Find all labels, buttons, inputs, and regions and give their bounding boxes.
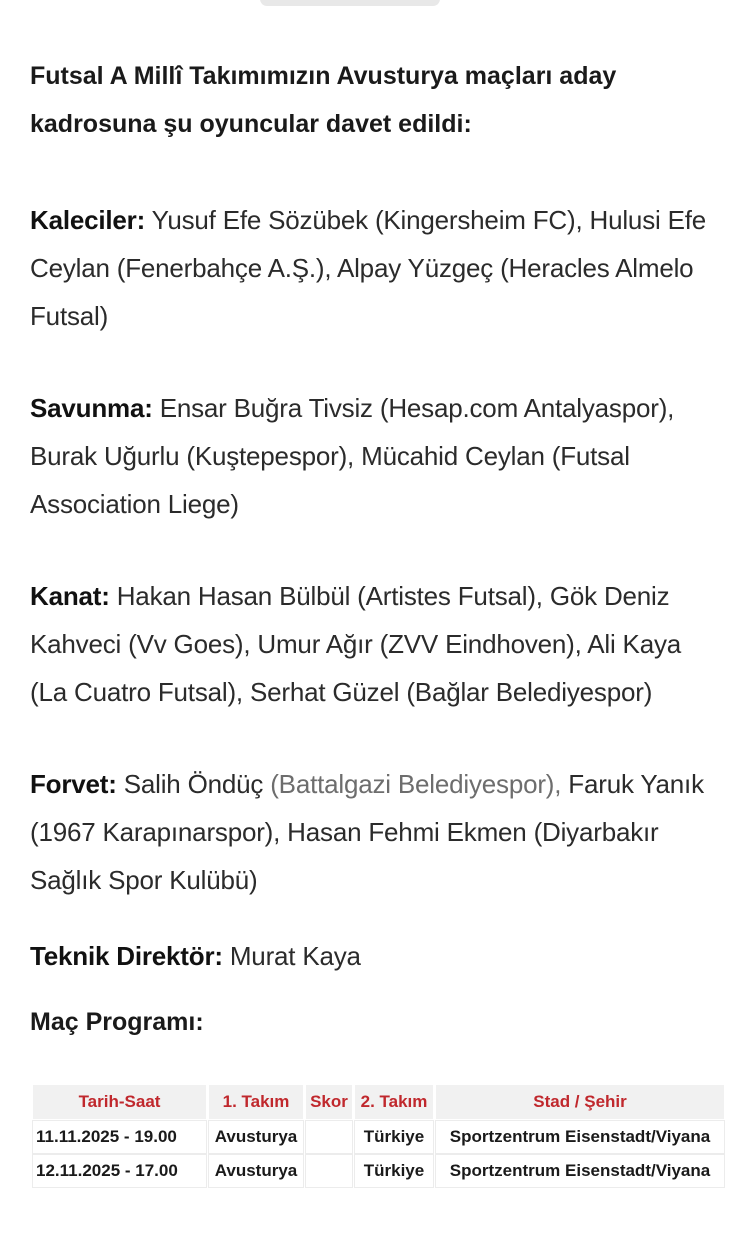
header-takim-2: 2. Takım (355, 1085, 433, 1119)
article-body (30, 52, 720, 1036)
cell-skor (306, 1155, 352, 1187)
section-forvet (30, 760, 720, 904)
cell-tarih: 11.11.2025 - 19.00 (33, 1121, 206, 1153)
label-teknik-direktor: Teknik Direktör: (30, 941, 223, 971)
text-savunma: Ensar Buğra Tivsiz (Hesap.com Antalyaspor), Burak Uğurlu (Kuştepespor), Mücahid Ceylan (Futsal Association Liege) (30, 393, 675, 519)
header-takim-1: 1. Takım (209, 1085, 303, 1119)
section-teknik-direktor (30, 932, 361, 980)
cell-takim-1: Avusturya (209, 1155, 303, 1187)
link-battalgazi[interactable]: (Battalgazi Belediyespor), (270, 769, 562, 799)
intro-heading: Futsal A Millî Takımımızın Avusturya maçları aday kadrosuna şu oyuncular davet edildi: (30, 62, 617, 138)
cropped-previous-text (0, 0, 750, 12)
program-title: Maç Programı: (30, 1008, 204, 1036)
table-header-row (33, 1085, 724, 1119)
table-row (33, 1121, 724, 1153)
cell-takim-1: Avusturya (209, 1121, 303, 1153)
text-kaleciler: Yusuf Efe Sözübek (Kingersheim FC), Hulusi Efe Ceylan (Fenerbahçe A.Ş.), Alpay Yüzgeç (Heracles Almelo Futsal) (30, 205, 707, 331)
label-savunma: Savunma: (30, 393, 153, 423)
section-kaleciler (30, 196, 720, 340)
text-kanat: Hakan Hasan Bülbül (Artistes Futsal), Gök Deniz Kahveci (Vv Goes), Umur Ağır (ZVV Eindhoven), Ali Kaya (La Cuatro Futsal), Serhat Güzel (Bağlar Belediyespor) (30, 581, 682, 707)
cell-takim-2: Türkiye (355, 1155, 433, 1187)
cell-stad: Sportzentrum Eisenstadt/Viyana (436, 1121, 724, 1153)
header-stad-sehir: Stad / Şehir (436, 1085, 724, 1119)
table-row (33, 1155, 724, 1187)
label-kaleciler: Kaleciler: (30, 205, 146, 235)
text-teknik-direktor: Murat Kaya (222, 941, 361, 971)
cell-stad: Sportzentrum Eisenstadt/Viyana (436, 1155, 724, 1187)
header-skor: Skor (306, 1085, 352, 1119)
label-forvet: Forvet: (30, 769, 117, 799)
header-tarih-saat: Tarih-Saat (33, 1085, 206, 1119)
match-schedule-table (30, 1083, 727, 1189)
cell-takim-2: Türkiye (355, 1121, 433, 1153)
section-kanat (30, 572, 720, 716)
text-forvet-a: Salih Öndüç (116, 769, 271, 799)
cell-tarih: 12.11.2025 - 17.00 (33, 1155, 206, 1187)
label-kanat: Kanat: (30, 581, 110, 611)
cell-skor (306, 1121, 352, 1153)
section-savunma (30, 384, 720, 528)
text-forvet-b: Faruk Yanık (1967 Karapınarspor), Hasan Fehmi Ekmen (Diyarbakır Sağlık Spor Kulübü) (30, 769, 704, 895)
